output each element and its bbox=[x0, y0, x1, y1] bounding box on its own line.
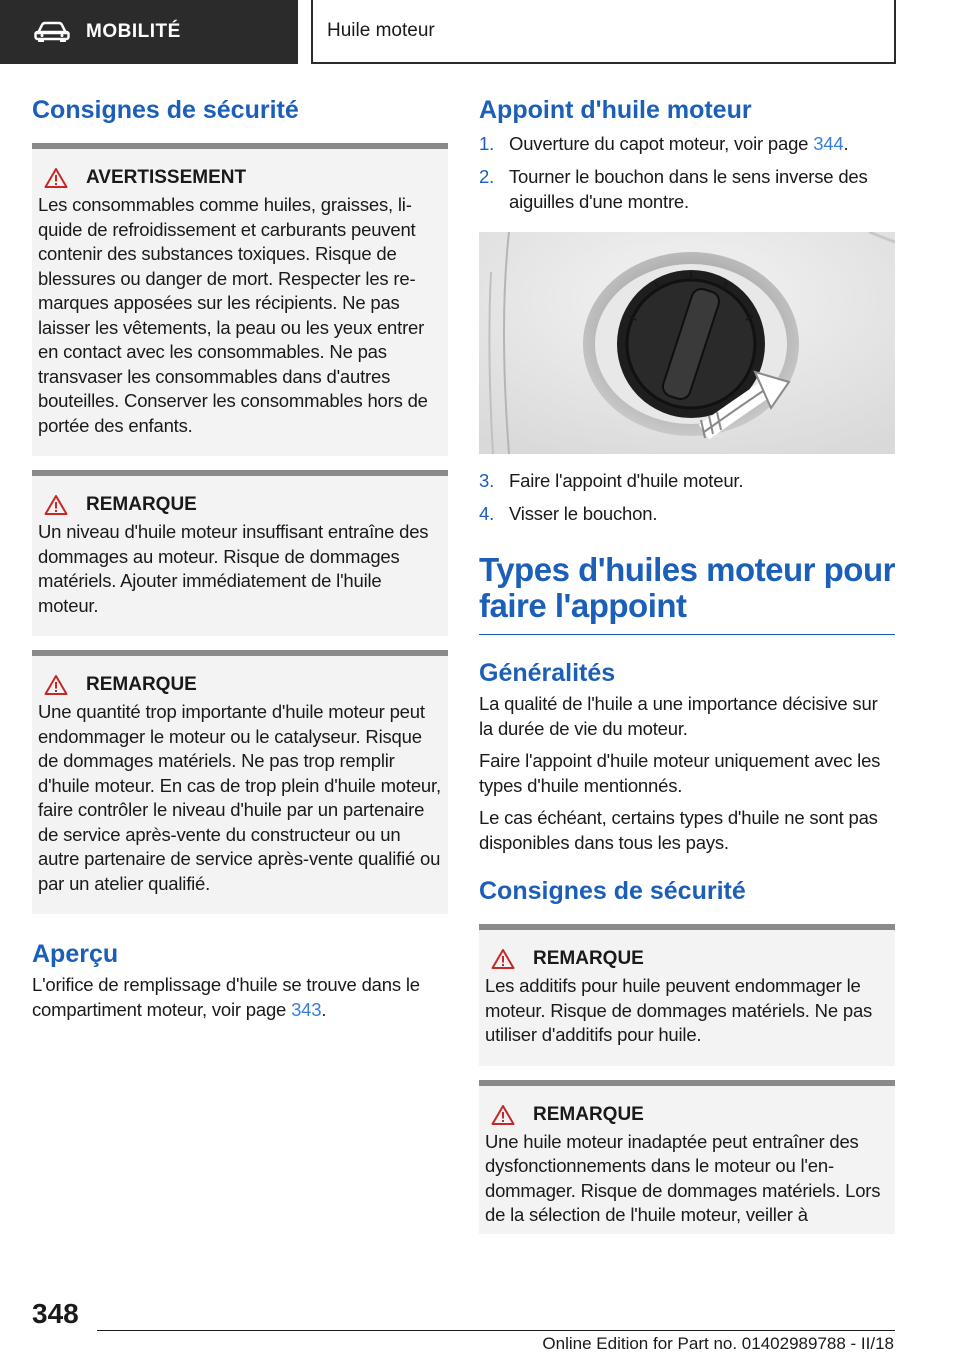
right-column bbox=[479, 96, 895, 1234]
warning-box bbox=[32, 143, 448, 456]
page-link[interactable]: 344 bbox=[813, 133, 844, 154]
footer-rule bbox=[97, 1330, 895, 1331]
note-text: Une huile moteur inadaptée peut entraîner des dysfonctionnements dans le moteur ou l'endommager. Risque de dommages matériels. Lors de la sélection de l'huile moteur, veiller à bbox=[485, 1130, 881, 1225]
warning-triangle-icon bbox=[491, 948, 515, 970]
chapter-title: Huile moteur bbox=[311, 0, 896, 64]
topping-up-heading: Appoint d'huile moteur bbox=[479, 96, 752, 124]
heading-rule bbox=[479, 634, 895, 635]
list-item: 1. Ouverture du capot moteur, voir page 344. bbox=[479, 133, 849, 154]
section-title: MOBILITÉ bbox=[86, 21, 181, 42]
note-title: REMARQUE bbox=[86, 674, 197, 695]
warning-triangle-icon bbox=[44, 494, 68, 516]
oil-cap-photo bbox=[479, 232, 895, 454]
note-box bbox=[32, 470, 448, 636]
note-title: REMARQUE bbox=[533, 1103, 644, 1125]
section-tab bbox=[0, 0, 298, 64]
warning-triangle-icon bbox=[44, 167, 68, 189]
general-para: La qualité de l'huile a une importance décisive sur la durée de vie du moteur. bbox=[479, 693, 878, 739]
note-title: REMARQUE bbox=[86, 494, 197, 515]
page-number: 348 bbox=[32, 1298, 79, 1329]
warning-triangle-icon bbox=[44, 674, 68, 696]
list-item: 3. Faire l'appoint d'huile moteur. bbox=[479, 470, 744, 491]
list-item: 4. Visser le bouchon. bbox=[479, 503, 658, 524]
note-box bbox=[479, 924, 895, 1066]
note-text: Un niveau d'huile moteur insuffisant entraîne des dommages au moteur. Risque de dommages matériels. Ajouter immédiatement de l'huile moteur. bbox=[38, 521, 429, 616]
edition-text: Online Edition for Part no. 01402989788 - II/18 bbox=[542, 1334, 894, 1353]
overview-text: L'orifice de remplissage d'huile se trouve dans le compartiment moteur, voir page 343. bbox=[32, 974, 420, 1020]
note-title: REMARQUE bbox=[533, 948, 644, 969]
warning-title: AVERTISSEMENT bbox=[86, 167, 247, 188]
note-text: Une quantité trop importante d'huile moteur peut endommager le moteur ou le catalyseur. Risque de dommages matériels. Ne pas trop remplir d'huile moteur. En cas de trop plein d'huile moteur, faire contrôler le niveau d'huile par un partenaire de service après-vente du constructeur ou un autre partenaire de service après-vente qualifié ou par un atelier qualifié. bbox=[38, 701, 441, 894]
general-heading: Généralités bbox=[479, 659, 616, 687]
safety-heading: Consignes de sécurité bbox=[32, 96, 299, 124]
note-text: Les additifs pour huile peuvent endommager le moteur. Risque de dommages matériels. Ne pas utiliser d'additifs pour huile. bbox=[485, 975, 873, 1045]
oil-cap-illustration bbox=[479, 232, 895, 454]
note-box bbox=[479, 1080, 895, 1234]
safety-heading: Consignes de sécurité bbox=[479, 877, 746, 905]
list-item: 2. Tourner le bouchon dans le sens inverse des aiguilles d'une montre. bbox=[479, 166, 868, 212]
warning-text: Les consommables comme huiles, graisses, liquide de refroidissement et carburants peuvent contenir des substances toxiques. Risque de blessures ou danger de mort. Respecter les remarques apposées sur les récipients. Ne pas laisser les vêtements, la peau ou les yeux entrer en contact avec les consommables. Ne pas transvaser les consommables dans d'autres bouteilles. Conserver les consommables hors de portée des enfants. bbox=[38, 194, 428, 436]
left-column bbox=[32, 96, 448, 1030]
steps-list bbox=[479, 131, 895, 214]
note-box bbox=[32, 650, 448, 914]
steps-list bbox=[479, 468, 895, 526]
car-icon bbox=[34, 21, 70, 43]
general-para: Le cas échéant, certains types d'huile ne sont pas disponibles dans tous les pays. bbox=[479, 807, 878, 853]
overview-heading: Aperçu bbox=[32, 940, 119, 968]
general-para: Faire l'appoint d'huile moteur uniquement avec les types d'huile mentionnés. bbox=[479, 750, 881, 796]
warning-triangle-icon bbox=[491, 1104, 515, 1126]
oil-types-heading: Types d'huiles moteur pour faire l'appoint bbox=[479, 551, 895, 624]
page-link[interactable]: 343 bbox=[291, 998, 322, 1020]
